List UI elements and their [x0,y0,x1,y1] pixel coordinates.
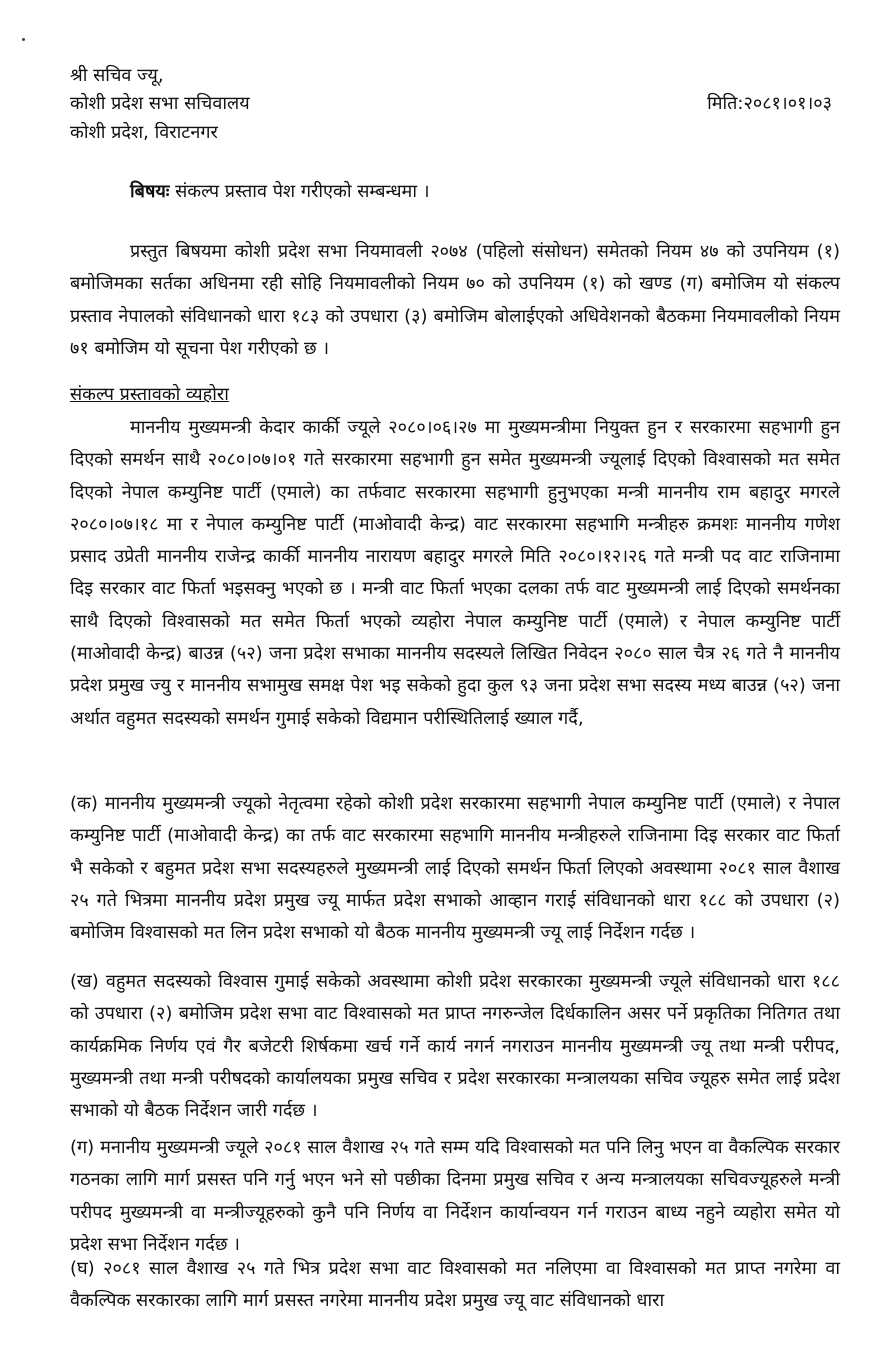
section-heading: संकल्प प्रस्तावको व्यहोरा [70,384,229,405]
body-paragraph: माननीय मुख्यमन्त्री केदार कार्की ज्यूले २०८०।०६।२७ मा मुख्यमन्त्रीमा नियुक्त हुन र सरकारमा सहभागी हुन दिएको समर्थन साथै २०८०।०७।०१ गते सरकारमा सहभागी हुन समेत मुख्यमन्त्री ज्यूलाई दिएको विश्वासको मत समेत दिएको नेपाल कम्युनिष्ट पार्टी (एमाले) का तर्फवाट सरकारमा सहभागी हुनुभएका मन्त्री माननीय राम बहादुर मगरले २०८०।०७।१८ मा र नेपाल कम्युनिष्ट पार्टी (माओवादी केन्द्र) वाट सरकारमा सहभागि मन्त्रीहरु क्रमशः माननीय गणेश प्रसाद उप्रेती माननीय राजेन्द्र कार्की माननीय नारायण बहादुर मगरले मिति २०८०।१२।२६ गते मन्त्री पद वाट राजिनामा दिइ सरकार वाट फिर्ता भइसक्नु भएको छ । मन्त्री वाट फिर्ता भएका दलका तर्फ वाट मुख्यमन्त्री लाई दिएको समर्थनका साथै दिएको विश्वासको मत समेत फिर्ता भएको व्यहोरा नेपाल कम्युनिष्ट पार्टी (एमाले) र नेपाल कम्युनिष्ट पार्टी (माओवादी केन्द्र) बाउन्न (५२) जना प्रदेश सभाका माननीय सदस्यले लिखित निवेदन २०८० साल चैत्र २६ गते नै माननीय प्रदेश प्रमुख ज्यु र माननीय सभामुख समक्ष पेश भइ सकेको हुदा कुल ९३ जना प्रदेश सभा सदस्य मध्य बाउन्न (५२) जना अर्थात वहुमत सदस्यको समर्थन गुमाई सकेको विद्यमान परीस्थितिलाई ख्याल गर्दै, [70,417,840,729]
recipient-line-3: कोशी प्रदेश, विराटनगर [70,122,218,143]
subject-label: बिषयः [130,181,170,202]
subject-text: संकल्प प्रस्ताव पेश गरीएको सम्बन्धमा । [169,181,430,202]
recipient-line-2: कोशी प्रदेश सभा सचिवालय [70,93,250,114]
clause-gha: (घ) २०८१ साल वैशाख २५ गते भित्र प्रदेश सभा वाट विश्वासको मत नलिएमा वा विश्वासको मत प्राप्त नगरेमा वा वैकल्पिक सरकारका लागि मार्ग प्रसस्त नगरेमा माननीय प्रदेश प्रमुख ज्यू वाट संविधानको धारा [70,1258,840,1312]
subject-line [130,178,430,206]
clause-ga: (ग) मनानीय मुख्यमन्त्री ज्यूले २०८१ साल वैशाख २५ गते सम्म यदि विश्वासको मत पनि लिनु भएन वा वैकल्पिक सरकार गठनका लागि मार्ग प्रसस्त पनि गर्नु भएन भने सो पछीका दिनमा प्रमुख सचिव र अन्य मन्त्रालयका सचिवज्यूहरुले मन्त्री परीपद मुख्यमन्त्री वा मन्त्रीज्यूहरुको कुनै पनि निर्णय वा निर्देशन कार्यान्वयन गर्न गराउन बाध्य नहुने व्यहोरा समेत यो प्रदेश सभा निर्देशन गर्दछ । [70,1137,840,1255]
recipient-line-1: श्री सचिव ज्यू, [70,65,164,86]
scan-speck [22,38,25,41]
clause-kha: (ख) वहुमत सदस्यको विश्वास गुमाई सकेको अवस्थामा कोशी प्रदेश सरकारका मुख्यमन्त्री ज्यूले संविधानको धारा १८८ को उपधारा (२) बमोजिम प्रदेश सभा वाट विश्वासको मत प्राप्त नगरुन्जेल दिर्धकालिन असर पर्ने प्रकृतिका नितिगत तथा कार्यक्रमिक निर्णय एवं गैर बजेटरी शिर्षकमा खर्च गर्ने कार्य नगर्न नगराउन माननीय मुख्यमन्त्री ज्यू तथा मन्त्री परीपद, मुख्यमन्त्री तथा मन्त्री परीषदको कार्यालयका प्रमुख सचिव र प्रदेश सरकारका मन्त्रालयका सचिव ज्यूहरु समेत लाई प्रदेश सभाको यो बैठक निर्देशन जारी गर्दछ । [70,971,840,1122]
intro-paragraph: प्रस्तुत बिषयमा कोशी प्रदेश सभा नियमावली २०७४ (पहिलो संसोधन) समेतको नियम ४७ को उपनियम (१) बमोजिमका सर्तका अधिनमा रही सोहि नियमावलीको नियम ७० को उपनियम (१) को खण्ड (ग) बमोजिम यो संकल्प प्रस्ताव नेपालको संविधानको धारा १८३ को उपधारा (३) बमोजिम बोलाईएको अधिवेशनको बैठकमा नियमावलीको नियम ७१ बमोजिम यो सूचना पेश गरीएको छ । [70,241,840,359]
letter-date: मिति:२०८१।०१।०३ [707,93,832,114]
clause-ka: (क) माननीय मुख्यमन्त्री ज्यूको नेतृत्वमा रहेको कोशी प्रदेश सरकारमा सहभागी नेपाल कम्युनिष्ट पार्टी (एमाले) र नेपाल कम्युनिष्ट पार्टी (माओवादी केन्द्र) का तर्फ वाट सरकारमा सहभागि माननीय मन्त्रीहरुले राजिनामा दिइ सरकार वाट फिर्ता भै सकेको र बहुमत प्रदेश सभा सदस्यहरुले मुख्यमन्त्री लाई दिएको समर्थन फिर्ता लिएको अवस्थामा २०८१ साल वैशाख २५ गते भित्रमा माननीय प्रदेश प्रमुख ज्यू मार्फत प्रदेश सभाको आव्हान गराई संविधानको धारा १८८ को उपधारा (२) बमोजिम विश्वासको मत लिन प्रदेश सभाको यो बैठक माननीय मुख्यमन्त्री ज्यू लाई निर्देशन गर्दछ । [70,793,840,944]
